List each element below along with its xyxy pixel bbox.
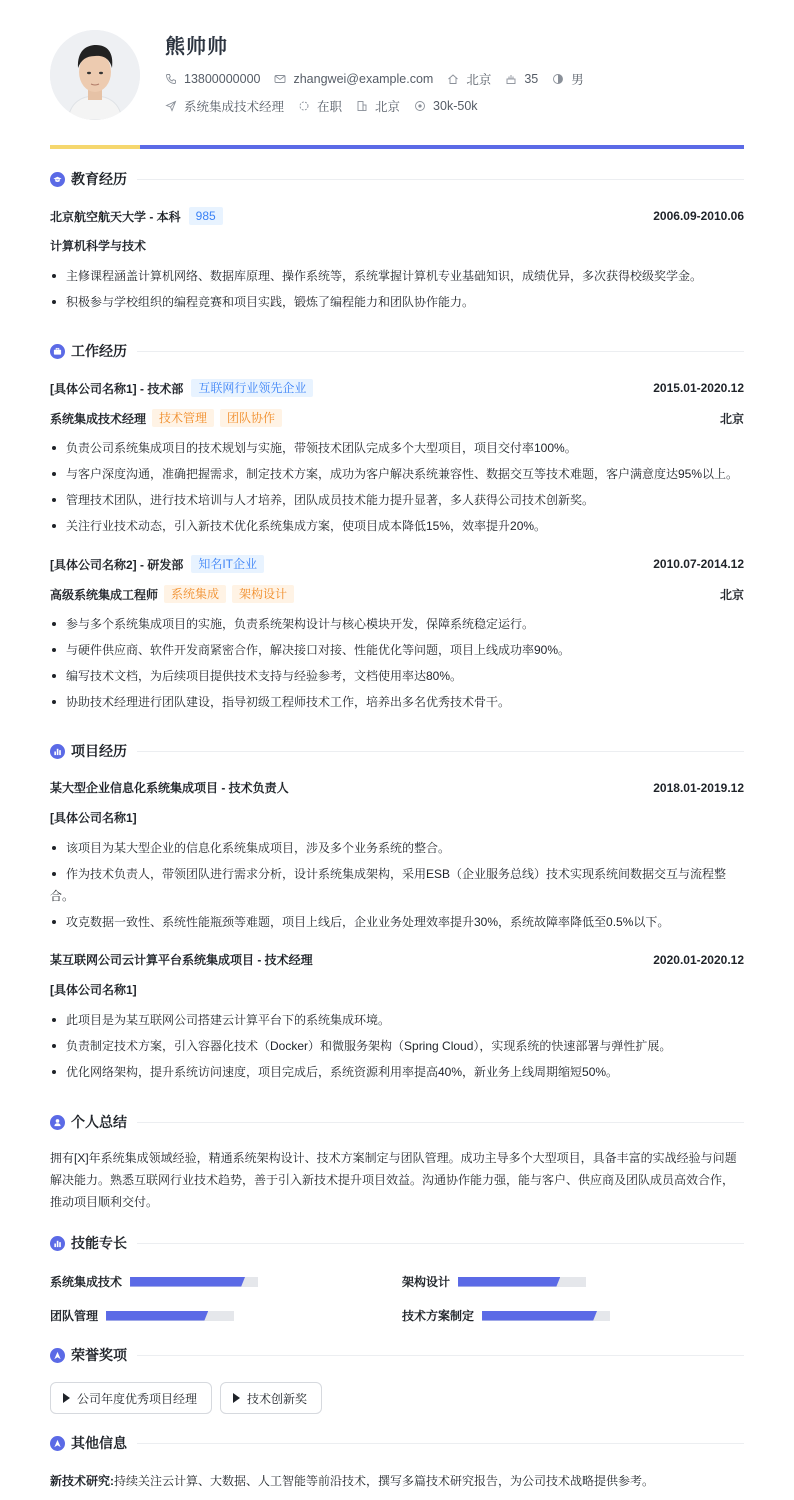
section-title-text: 个人总结 (71, 1114, 127, 1130)
skill-name: 架构设计 (402, 1275, 451, 1289)
city-text: 北京 (375, 100, 401, 114)
role-tag: 技术管理 (152, 409, 214, 427)
section-divider (137, 1243, 744, 1244)
cake-icon (505, 73, 517, 85)
age-item (505, 72, 538, 86)
summary-text: 拥有[X]年系统集成领域经验，精通系统架构设计、技术方案制定与团队管理。成功主导多个大型项目，具备丰富的实战经验与问题解决能力。熟悉互联网行业技术趋势，善于引入新技术提升项目效益。沟通协作能力强，能与客户、供应商及团队成员高效合作，推动项目顺利交付。 (50, 1151, 737, 1209)
list-item: 协助技术经理进行团队建设，指导初级工程师技术工作，培养出多名优秀技术骨干。 (50, 691, 744, 713)
section-divider (137, 1122, 744, 1123)
play-triangle-icon (233, 1393, 240, 1403)
briefcase-icon (50, 344, 65, 359)
skill-bar (458, 1277, 586, 1287)
section-divider (137, 1355, 744, 1356)
other-label: 新技术研究: (50, 1474, 114, 1488)
job-2-header-row (50, 555, 744, 573)
skills-section-title (50, 1233, 744, 1253)
project-1-header-row (50, 779, 744, 796)
project-date: 2018.01-2019.12 (653, 780, 744, 795)
education-header-row (50, 207, 744, 225)
award-icon (50, 1348, 65, 1363)
job-city: 北京 (719, 411, 744, 426)
list-item: 积极参与学校组织的编程竞赛和项目实践，锻炼了编程能力和团队协作能力。 (50, 291, 744, 313)
job-2-bullets (50, 613, 744, 717)
list-item: 关注行业技术动态，引入新技术优化系统集成方案，使项目成本降低15%，效率提升20%。 (50, 515, 744, 537)
send-icon (165, 100, 177, 112)
phone-item (165, 72, 260, 86)
company-name: [具体公司名称2] - 研发部 (50, 557, 184, 572)
list-item: 作为技术负责人，带领团队进行需求分析，设计系统集成架构，采用ESB（企业服务总线）技术实现系统间数据交互与流程整合。 (50, 863, 744, 907)
coin-icon (414, 100, 426, 112)
job-2-role-row (50, 585, 744, 603)
age-text: 35 (524, 72, 539, 86)
award-chip (50, 1382, 212, 1414)
projects-section-title (50, 741, 744, 761)
award-name: 技术创新奖 (247, 1391, 308, 1406)
other-text: 持续关注云计算、大数据、人工智能等前沿技术，撰写多篇技术研究报告，为公司技术战略提供参考。 (114, 1474, 655, 1488)
skill-bar-fill (458, 1277, 560, 1287)
list-item: 优化网络架构，提升系统访问速度，项目完成后，系统资源利用率提高40%，新业务上线周期缩短50%。 (50, 1061, 744, 1083)
salary-item (414, 99, 477, 113)
major-row (50, 237, 744, 254)
position-text: 系统集成技术经理 (184, 100, 285, 114)
email-item (274, 72, 433, 86)
bar-chart-icon (50, 1236, 65, 1251)
project-2-company-row (50, 981, 744, 998)
section-divider (137, 351, 744, 352)
salary-text: 30k-50k (433, 99, 478, 113)
project-2-header-row (50, 951, 744, 968)
header-divider (50, 145, 744, 149)
list-item: 与客户深度沟通，准确把握需求，制定技术方案，成功为客户解决系统兼容性、数据交互等技术难题，客户满意度达95%以上。 (50, 463, 744, 485)
resume-page (50, 0, 744, 1500)
location-item (447, 70, 491, 88)
role-name: 系统集成技术经理 (50, 411, 147, 426)
project-2-bullets (50, 1009, 744, 1087)
section-divider (137, 1443, 744, 1444)
skill-bar-fill (130, 1277, 245, 1287)
role-name: 高级系统集成工程师 (50, 587, 159, 602)
list-item: 负责公司系统集成项目的技术规划与实施，带领技术团队完成多个大型项目，项目交付率100%。 (50, 437, 744, 459)
building-icon (356, 100, 368, 112)
list-item: 该项目为某大型企业的信息化系统集成项目，涉及多个业务系统的整合。 (50, 837, 744, 859)
project-1-bullets (50, 837, 744, 937)
job-1-header-row (50, 379, 744, 397)
skill-bar (482, 1311, 610, 1321)
skill-item (50, 1273, 258, 1290)
other-section-title (50, 1433, 744, 1453)
job-city: 北京 (719, 587, 744, 602)
email-icon (274, 73, 286, 85)
section-title-text: 其他信息 (71, 1435, 127, 1451)
other-info (50, 1470, 744, 1492)
education-section-title (50, 169, 744, 189)
list-item: 编写技术文档，为后续项目提供技术支持与经验参考，文档使用率达80%。 (50, 665, 744, 687)
section-divider (137, 179, 744, 180)
avatar (50, 30, 140, 120)
education-date: 2006.09-2010.06 (653, 209, 744, 223)
gender-item (552, 70, 584, 88)
education-bullets (50, 265, 744, 317)
chart-icon (50, 744, 65, 759)
header-divider-accent (50, 145, 140, 149)
list-item: 主修课程涵盖计算机网络、数据库原理、操作系统等，系统掌握计算机专业基础知识，成绩优异，多次获得校级奖学金。 (50, 265, 744, 287)
company-name: [具体公司名称1] - 技术部 (50, 381, 184, 396)
role-tag: 架构设计 (232, 585, 294, 603)
job-date: 2010.07-2014.12 (653, 557, 744, 571)
honors-section-title (50, 1345, 744, 1365)
section-title-text: 教育经历 (71, 171, 127, 187)
skill-bar-fill (106, 1311, 208, 1321)
position-item (165, 97, 284, 115)
list-item: 此项目是为某互联网公司搭建云计算平台下的系统集成环境。 (50, 1009, 744, 1031)
candidate-name: 熊帅帅 (165, 36, 228, 58)
skill-name: 技术方案制定 (402, 1309, 475, 1323)
award-icon (50, 1436, 65, 1451)
list-item: 参与多个系统集成项目的实施，负责系统架构设计与核心模块开发，保障系统稳定运行。 (50, 613, 744, 635)
skill-name: 团队管理 (50, 1309, 99, 1323)
list-item: 管理技术团队，进行技术培训与人才培养，团队成员技术能力提升显著，多人获得公司技术创新奖。 (50, 489, 744, 511)
status-text: 在职 (317, 100, 343, 114)
work-section-title (50, 341, 744, 361)
award-name: 公司年度优秀项目经理 (77, 1391, 198, 1406)
school-name: 北京航空航天大学 - 本科 (50, 209, 181, 224)
location-text: 北京 (466, 73, 492, 87)
list-item: 负责制定技术方案，引入容器化技术（Docker）和微服务架构（Spring Cloud），实现系统的快速部署与弹性扩展。 (50, 1035, 744, 1057)
profile-header (50, 30, 744, 120)
skill-bar (130, 1277, 258, 1287)
list-item: 攻克数据一致性、系统性能瓶颈等难题，项目上线后，企业业务处理效率提升30%，系统故障率降低至0.5%以下。 (50, 911, 744, 933)
company-tag: 知名IT企业 (191, 555, 264, 573)
award-chip (220, 1382, 322, 1414)
skill-name: 系统集成技术 (50, 1275, 123, 1289)
role-tag: 团队协作 (220, 409, 282, 427)
graduation-cap-icon (50, 172, 65, 187)
project-company: [具体公司名称1] (50, 811, 137, 825)
play-triangle-icon (63, 1393, 70, 1403)
section-title-text: 荣誉奖项 (71, 1347, 127, 1363)
summary-section-title (50, 1112, 744, 1132)
status-icon (298, 100, 310, 112)
skill-item (402, 1273, 586, 1290)
role-tag: 系统集成 (164, 585, 226, 603)
project-name: 某互联网公司云计算平台系统集成项目 - 技术经理 (50, 953, 313, 967)
gender-icon (552, 73, 564, 85)
section-title-text: 工作经历 (71, 343, 127, 359)
job-intent-row (165, 97, 490, 115)
city-item (356, 97, 400, 115)
school-tag: 985 (189, 207, 223, 225)
gender-text: 男 (571, 73, 584, 87)
project-date: 2020.01-2020.12 (653, 952, 744, 967)
skill-bar-fill (482, 1311, 597, 1321)
skill-bar (106, 1311, 234, 1321)
section-title-text: 技能专长 (71, 1235, 127, 1251)
contact-row (165, 70, 596, 88)
project-company: [具体公司名称1] (50, 983, 137, 997)
project-1-company-row (50, 809, 744, 826)
user-icon (50, 1115, 65, 1130)
skill-item (50, 1307, 234, 1324)
email-text: zhangwei@example.com (293, 72, 434, 86)
company-tag: 互联网行业领先企业 (191, 379, 313, 397)
section-divider (137, 751, 744, 752)
job-1-role-row (50, 409, 744, 427)
phone-text: 13800000000 (184, 72, 261, 86)
list-item: 与硬件供应商、软件开发商紧密合作，解决接口对接、性能优化等问题，项目上线成功率90%。 (50, 639, 744, 661)
skill-item (402, 1307, 610, 1324)
home-icon (447, 73, 459, 85)
major-name: 计算机科学与技术 (50, 239, 147, 253)
job-date: 2015.01-2020.12 (653, 381, 744, 395)
avatar-portrait-icon (50, 30, 140, 120)
section-title-text: 项目经历 (71, 743, 127, 759)
project-name: 某大型企业信息化系统集成项目 - 技术负责人 (50, 781, 289, 795)
status-item (298, 97, 342, 115)
job-1-bullets (50, 437, 744, 541)
phone-icon (165, 73, 177, 85)
